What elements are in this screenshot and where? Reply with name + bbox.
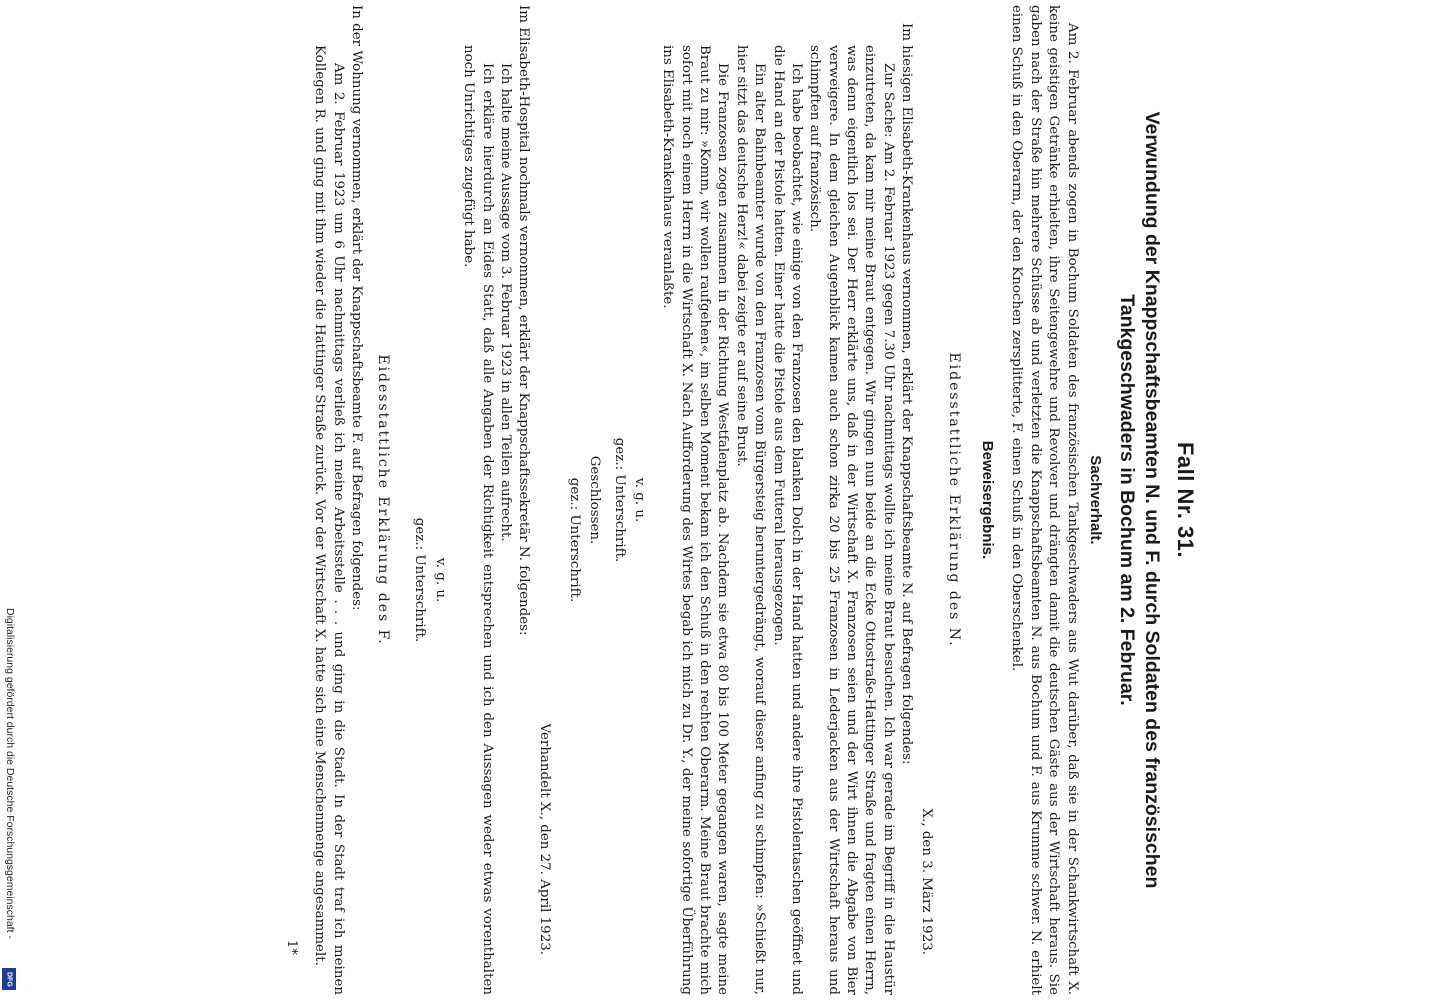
hospital-para-2: Ich halte meine Aussage vom 3. Februar 1923 in allen Teilen aufrecht.: [497, 63, 513, 542]
testimony-n-para-1: Zur Sache: Am 2. Februar 1923 gegen 7.30 Uhr nachmittags wollte ich meine Braut besuchen. Ich war gerade im Begriff in die Haustür einzutreten, da kam mir meine Braut entgegen. Wir gingen nun beide an die Ecke Ottostraße-Hattinger Straße und fragten einen Herrn, was denn eigentlich los sei. Der Herr erklärte uns, daß in der Wirtschaft X. Franzosen seien und der Wirt ihnen die Abgabe von Bier verweigere. In dem gleichen Augenblick kamen auch schon zirka 20 bis 25 Franzosen in Lederjacken aus der Wirtschaft heraus und schimpften auf französisch.: [807, 45, 896, 995]
case-title: Verwundung der Knappschaftsbeamten N. und F. durch Soldaten des französischen Tankgeschwaders in Bochum am 2. Februar.: [1116, 111, 1163, 889]
hospital-para-1: Im Elisabeth-Hospital nochmals vernommen, erklärt der Knappschaftssekretär N. folgendes:: [516, 5, 532, 636]
sachverhalt-heading: Sachverhalt.: [1087, 455, 1105, 545]
digitization-footer: [2, 608, 18, 992]
testimony-n: [658, 45, 897, 995]
date-2: Verhandelt X., den 27. April 1923.: [536, 723, 552, 955]
signature-2: gez.: Unterschrift.: [566, 477, 582, 603]
page-number: 1*: [283, 939, 299, 955]
beweis-heading: Beweisergebnis.: [979, 440, 997, 560]
sachverhalt-paragraph: Am 2. Februar abends zogen in Bochum Soldaten des französischen Tankgeschwaders aus Wut darüber, daß sie in der Schankwirtschaft X. keine geistigen Getränke erhielten, ihre Seitengewehre und Revolver und drängten damit die deutschen Gäste aus der Wirtschaft heraus. Sie gaben nach der Straße hin mehrere Schüsse ab und verletzten die Knappschaftsbeamten N. aus Bochum und F. aus Krumme schwer. N. erhielt einen Schuß in den Oberarm, der den Knochen zersplitterte, F. einen Schuß in den Oberschenkel.: [1009, 5, 1080, 995]
testimony-n-para-2: Ich habe beobachtet, wie einige von den Franzosen den blanken Dolch in der Hand hatten und andere ihre Pistolentaschen geöffnet und die Hand an der Pistole hatten. Einer hatte die Pistole aus dem Futteral herausgezogen.: [770, 45, 804, 995]
testimony-n-para-3: Ein alter Bahnbeamter wurde von den Franzosen vom Bürgersteig heruntergedrängt, worauf dieser anfing zu schimpfen: »Schießt nur, hier sitzt das deutsche Herz!« dabei zeigte er auf seine Brust.: [733, 45, 768, 995]
erklaerung-n-heading: Eidesstattliche Erklärung des N.: [945, 352, 962, 648]
rotated-document-page: [180, 5, 1200, 995]
footer-text: Digitalisierung gefördert durch die Deutsche Forschungsgemeinschaft -: [4, 608, 16, 939]
vgu-2: v. g. u.: [432, 557, 448, 603]
page-content: [281, 5, 1200, 995]
hospital-para-3: Ich erkläre hierdurch an Eides Statt, daß alle Angaben der Richtigkeit entsprechen und ich den Aussagen weder etwas vorenthalten noch Unrichtiges zugefügt habe.: [461, 45, 495, 995]
intro-n: Im hiesigen Elisabeth-Krankenhaus vernommen, erklärt der Knappschaftsbeamte N. auf Befragen folgendes:: [899, 23, 915, 765]
f-para-1: In der Wohnung vernommen, erklärt der Knappschaftsbeamte F. auf Befragen folgendes:: [348, 5, 364, 611]
f-para-2: Am 2. Februar 1923 um 6 Uhr nachmittags verließ ich meine Arbeitsstelle . . . und ging in die Stadt. In der Stadt traf ich meinen Kollegen R. und ging mit ihm wieder die Hattinger Straße zurück. Vor der Wirtschaft X. hatte sich eine Menschenmenge angesammelt.: [312, 45, 346, 995]
case-number: Fall Nr. 31.: [1173, 441, 1198, 559]
testimony-n-para-4: Die Franzosen zogen zusammen in der Richtung Westfalenplatz ab. Nachdem sie etwa 80 bis 100 Meter gegangen waren, sagte meine Braut zu mir: »Komm, wir wollen raufgehen«, im selben Moment bekam ich den Schuß in den rechten Oberarm. Meine Braut brachte mich sofort mit noch einem Herrn in die Wirtschaft X. Nach Aufforderung des Wirtes begab ich mich zu Dr. Y., der meine sofortige Überführung ins Elisabeth-Krankenhaus veranlaßte.: [660, 45, 731, 995]
signature-1: gez.: Unterschrift.: [611, 437, 627, 563]
closed-note: Geschlossen.: [587, 455, 603, 545]
erklaerung-f-heading: Eidesstattliche Erklärung des F.: [375, 354, 392, 646]
dfg-logo: DFG: [2, 968, 16, 990]
signature-3: gez.: Unterschrift.: [412, 517, 428, 643]
vgu-1: v. g. u.: [632, 477, 648, 523]
date-1: X., den 3. März 1923.: [919, 808, 935, 955]
